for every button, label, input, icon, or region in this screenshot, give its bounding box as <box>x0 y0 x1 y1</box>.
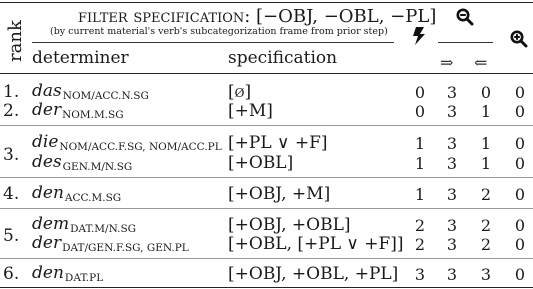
row-divider <box>0 258 533 259</box>
value-cell: 1 <box>480 134 492 153</box>
determiner-dem: dem$_{DAT.M/N.SG}$ <box>32 214 137 235</box>
value-cell: 2 <box>480 185 492 204</box>
filter-spec-subtitle: (by current material's verb's subcategorization frame from prior step) <box>50 26 388 37</box>
value-cell: 2 <box>480 216 492 235</box>
rank-1: 1. <box>3 82 20 102</box>
value-cell: 3 <box>446 265 458 284</box>
value-cell: 1 <box>480 154 492 173</box>
spec-der-dat: [+OBL, [+PL ∨ +F]] <box>228 234 404 254</box>
value-cell: 1 <box>414 185 426 204</box>
value-cell: 3 <box>446 216 458 235</box>
value-cell: 3 <box>446 154 458 173</box>
value-cell: 0 <box>414 83 426 102</box>
rank-4: 4. <box>3 184 20 204</box>
value-cell: 0 <box>514 235 526 254</box>
specification-column-header: specification <box>228 48 338 68</box>
zoom-out-icon <box>456 8 474 26</box>
spec-der: [+M] <box>228 101 273 121</box>
determiner-der: der$_{NOM.M.SG}$ <box>32 100 124 121</box>
row-divider <box>0 208 533 209</box>
row-divider <box>0 125 533 126</box>
value-cell: 1 <box>414 154 426 173</box>
zoom-in-icon <box>510 30 528 48</box>
value-cell: 0 <box>514 134 526 153</box>
rank-label: rank <box>5 20 26 62</box>
value-cell: 0 <box>514 265 526 284</box>
spec-die: [+PL ∨ +F] <box>228 133 328 153</box>
determiner-column-header: determiner <box>32 48 129 68</box>
table-top-rule <box>0 2 533 3</box>
value-cell: 3 <box>446 185 458 204</box>
value-cell: 2 <box>414 216 426 235</box>
lightning-icon <box>412 27 426 45</box>
value-cell: 0 <box>514 102 526 121</box>
determiner-das: das$_{NOM/ACC.N.SG}$ <box>32 81 149 102</box>
value-cell: 1 <box>414 134 426 153</box>
spec-dem: [+OBJ, +OBL] <box>228 215 351 235</box>
determiner-die: die$_{NOM/ACC.F.SG, NOM/ACC.PL}$ <box>32 132 222 153</box>
filter-spec-underline <box>32 42 394 43</box>
table-bottom-rule <box>0 287 533 288</box>
value-cell: 3 <box>446 83 458 102</box>
value-cell: 3 <box>446 235 458 254</box>
value-cell: 0 <box>514 216 526 235</box>
rank-3: 3. <box>3 145 20 165</box>
zoom-out-underline <box>438 42 493 43</box>
determiner-den-dat: den$_{DAT.PL}$ <box>32 263 104 284</box>
rank-column-header <box>4 16 28 66</box>
filter-spec-title: filter specification: [−OBJ, −OBL, −PL] <box>78 6 437 27</box>
spec-des: [+OBL] <box>228 153 294 173</box>
value-cell: 3 <box>414 265 426 284</box>
header-rule <box>0 73 533 74</box>
value-cell: 3 <box>480 265 492 284</box>
spec-das: [ø] <box>228 82 252 102</box>
row-divider <box>0 177 533 178</box>
value-cell: 0 <box>514 83 526 102</box>
determiner-der-dat: der$_{DAT/GEN.F.SG, GEN.PL}$ <box>32 233 189 254</box>
value-cell: 0 <box>414 102 426 121</box>
rank-6: 6. <box>3 264 20 284</box>
value-cell: 0 <box>514 185 526 204</box>
value-cell: 2 <box>480 235 492 254</box>
rank-5: 5. <box>3 226 20 246</box>
determiner-den-acc: den$_{ACC.M.SG}$ <box>32 183 122 204</box>
value-cell: 1 <box>480 102 492 121</box>
value-cell: 0 <box>514 154 526 173</box>
determiner-des: des$_{GEN.M/N.SG}$ <box>32 152 133 173</box>
spec-den-acc: [+OBJ, +M] <box>228 184 331 204</box>
spec-den-dat: [+OBJ, +OBL, +PL] <box>228 264 399 284</box>
value-cell: 2 <box>414 235 426 254</box>
value-cell: 3 <box>446 134 458 153</box>
arrow-left-header: ⇐ <box>474 53 488 72</box>
arrow-right-header: ⇒ <box>440 53 454 72</box>
rank-2: 2. <box>3 101 20 121</box>
value-cell: 0 <box>480 83 492 102</box>
value-cell: 3 <box>446 102 458 121</box>
